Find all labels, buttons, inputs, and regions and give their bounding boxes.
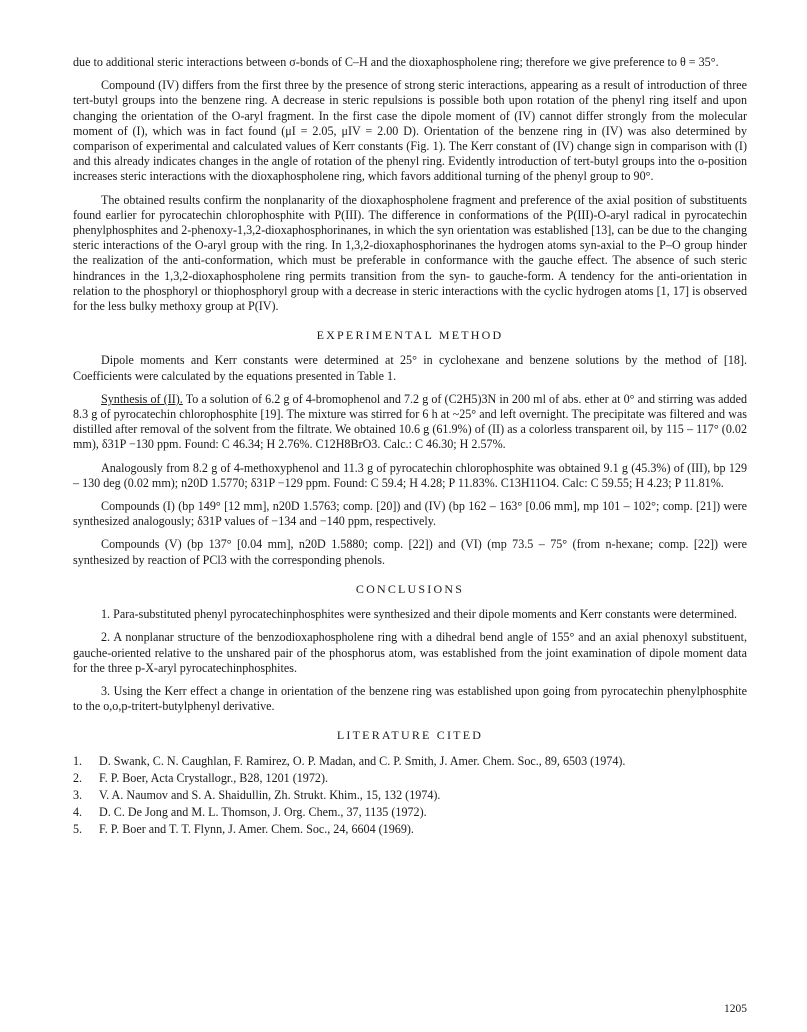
reference-item bbox=[73, 754, 747, 769]
reference-number: 5. bbox=[73, 822, 83, 837]
section-heading-literature: LITERATURE CITED bbox=[336, 728, 484, 743]
body-paragraph-results: The obtained results confirm the nonplanarity of the dioxaphospholene fragment and preference of the axial position of substituents found earlier for pyrocatechin chlorophosphite with P(III). The difference in conformations of the P(III)-O-aryl radical in pyrocatechin phenylphosphites and 2-phenoxy-1,3,2-dioxaphosphorinanes, in which the syn orientation was established [13], can be due to the changing steric interactions of the O-aryl group with the ring. In 1,3,2-dioxaphosphorinanes the hydrogen atoms syn-axial to the P–O group hinder the realization of the anti-conformation, which must be preferable in conformance with the gauche effect. The absence of such steric hindrances in the 1,3,2-dioxaphospholene ring permits transition from the syn- to gauche-form. A tendency for the anti-orientation in relation to the phosphoryl or thiophosphoryl group with a decrease in steric interactions with the cyclic hydrogen atoms [1, 17] is observed for the less bulky methoxy group at P(IV). bbox=[73, 192, 747, 314]
body-paragraph-top: due to additional steric interactions between σ-bonds of C–H and the dioxaphospholene ring; therefore we give preference to θ = 35°. bbox=[73, 55, 719, 69]
section-heading-experimental: EXPERIMENTAL METHOD bbox=[316, 328, 504, 343]
body-paragraph-compound-iv: Compound (IV) differs from the first three by the presence of strong steric interactions, appearing as a result of introduction of three tert-butyl groups into the benzene ring. A decrease in steric repulsions is possible both upon rotation of the phenyl ring itself and upon changing the orientation of the O-aryl fragment. In the first case the dipole moment of (IV) cannot differ strongly from the molecular moment of (I), which was in fact found (μI = 2.05, μIV = 2.00 D). Orientation of the benzene ring in (IV) was also determined by comparison of experimental and calculated values of Kerr constants (Fig. 1). The Kerr constant of (IV) change sign in comparison with (I) and this already indicates changes in the angle of rotation of the phenyl ring. Evidently introduction of tert-butyl groups into the o-position increases steric interactions with the dioxaphospholene ring, which favors additional turning of the phenyl group to 90°. bbox=[73, 78, 747, 184]
body-paragraph-synthesis bbox=[73, 392, 747, 453]
reference-list bbox=[73, 754, 747, 838]
synthesis-text: To a solution of 6.2 g of 4-bromophenol and 7.2 g of (C2H5)3N in 200 ml of abs. ether at 0° and stirring was added 8.3 g of pyrocatechin chlorophosphite [19]. The mixture was stirred for 6 h at ~25° and left overnight. The precipitate was filtered and was distilled after removal of the solvent from the filtrate. We obtained 10.6 g (61.9%) of (II) as a colorless transparent oil, by 115 – 117° (0.02 mm), δ31P −130 ppm. Found: C 46.34; H 2.76%. C12H8BrO3. Calc.: C 46.30; H 2.57%. bbox=[73, 391, 748, 452]
conclusion-item-2: 2. A nonplanar structure of the benzodioxaphospholene ring with a dihedral bend angle of 155° and an axial phenoxyl substituent, gauche-oriented relative to the unshared pair of the phosphorus atom, was established from the joint examination of dipole moment data for the three p-X-aryl pyrocatechinphosphites. bbox=[73, 630, 747, 675]
reference-item bbox=[73, 822, 747, 837]
body-paragraph-compounds-v-vi: Compounds (V) (bp 137° [0.04 mm], n20D 1.5880; comp. [22]) and (VI) (mp 73.5 – 75° (from n-hexane; comp. [22]) were synthesized by reaction of PCl3 with the corresponding phenols. bbox=[73, 537, 747, 567]
body-paragraph-dipole: Dipole moments and Kerr constants were determined at 25° in cyclohexane and benzene solutions by the method of [18]. Coefficients were calculated by the equations presented in Table 1. bbox=[73, 353, 747, 383]
reference-text: F. P. Boer and T. T. Flynn, J. Amer. Chem. Soc., 24, 6604 (1969). bbox=[99, 822, 414, 837]
body-paragraph-compounds-i-iv: Compounds (I) (bp 149° [12 mm], n20D 1.5763; comp. [20]) and (IV) (bp 162 – 163° [0.06 mm], mp 101 – 102°; comp. [21]) were synthesized analogously; δ31P values of −134 and −140 ppm, respectively. bbox=[73, 499, 747, 529]
reference-text: D. Swank, C. N. Caughlan, F. Ramirez, O. P. Madan, and C. P. Smith, J. Amer. Chem. Soc., 89, 6503 (1974). bbox=[99, 753, 626, 768]
reference-number: 1. bbox=[73, 753, 83, 768]
reference-number: 3. bbox=[73, 787, 83, 802]
synthesis-label: Synthesis of (II). bbox=[101, 391, 183, 406]
reference-item bbox=[73, 788, 747, 803]
section-heading-conclusions: CONCLUSIONS bbox=[355, 581, 465, 596]
reference-item bbox=[73, 805, 747, 820]
reference-text: V. A. Naumov and S. A. Shaidullin, Zh. Strukt. Khim., 15, 132 (1974). bbox=[99, 787, 441, 802]
body-paragraph-analogously: Analogously from 8.2 g of 4-methoxyphenol and 11.3 g of pyrocatechin chlorophosphite was obtained 9.1 g (45.3%) of (III), bp 129 – 130 deg (0.02 mm); n20D 1.5770; δ31P −129 ppm. Found: C 59.4; H 4.28; P 11.83%. C13H11O4. Calc: C 59.55; H 4.23; P 11.81%. bbox=[73, 460, 747, 490]
reference-item bbox=[73, 771, 747, 786]
reference-number: 4. bbox=[73, 805, 83, 820]
conclusion-item-1: 1. Para-substituted phenyl pyrocatechinphosphites were synthesized and their dipole moments and Kerr constants were determined. bbox=[101, 607, 738, 622]
conclusion-item-3: 3. Using the Kerr effect a change in orientation of the benzene ring was established upon going from pyrocatechin phenylphosphite to the o,o,p-tritert-butylphenyl derivative. bbox=[73, 683, 747, 714]
reference-number: 2. bbox=[73, 770, 83, 785]
page-number: 1205 bbox=[724, 1003, 747, 1015]
reference-text: F. P. Boer, Acta Crystallogr., B28, 1201 (1972). bbox=[99, 770, 328, 785]
reference-text: D. C. De Jong and M. L. Thomson, J. Org. Chem., 37, 1135 (1972). bbox=[99, 805, 427, 820]
